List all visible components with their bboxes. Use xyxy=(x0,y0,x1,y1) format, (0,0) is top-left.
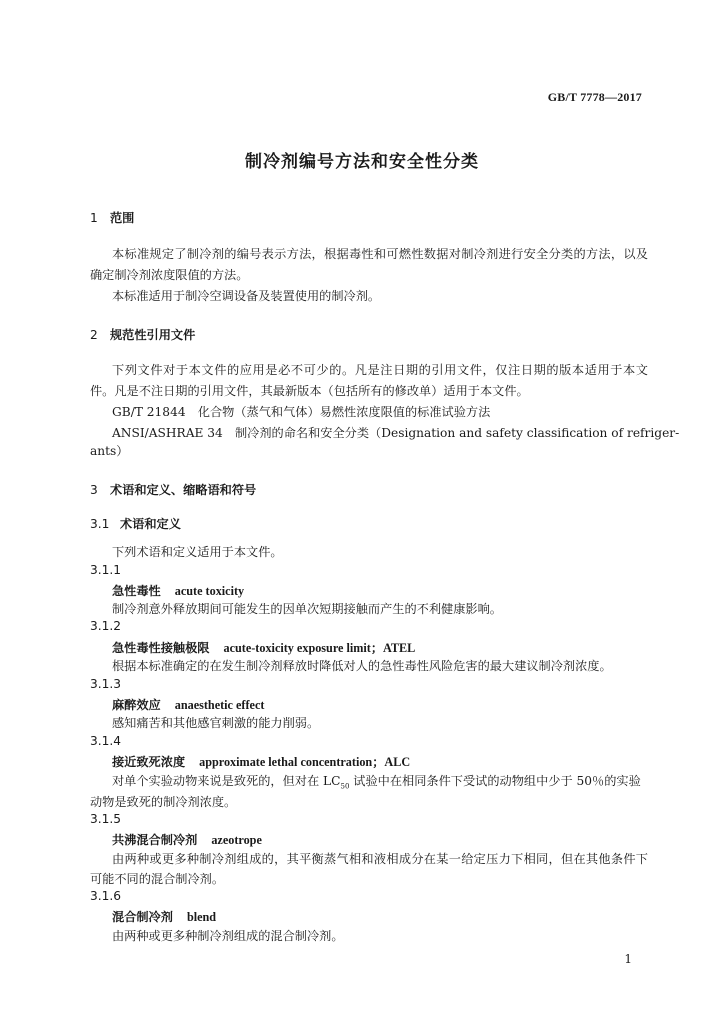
term-heading: 急性毒性接触极限 acute-toxicity exposure limit；ATEL xyxy=(112,641,416,655)
term-number: 3.1.6 xyxy=(90,889,122,903)
reference-item-cont: ants） xyxy=(90,444,129,458)
term-number: 3.1.1 xyxy=(90,563,122,577)
term-definition-cont: 动物是致死的制冷剂浓度。 xyxy=(90,795,237,809)
term-number: 3.1.3 xyxy=(90,677,122,691)
section-title: 术语和定义、缩略语和符号 xyxy=(110,483,257,497)
term-definition: 制冷剂意外释放期间可能发生的因单次短期接触而产生的不利健康影响。 xyxy=(112,602,502,616)
term-definition: 对单个实验动物来说是致死的，但对在 $LC_{50}$ 试验中在相同条件下受试的动物组中少于 50％的实验 xyxy=(112,774,641,791)
section-number: 3 xyxy=(90,483,98,497)
section-number: 3.1 xyxy=(90,517,110,531)
section-title: 术语和定义 xyxy=(120,517,181,531)
paragraph: 本标准适用于制冷空调设备及装置使用的制冷剂。 xyxy=(112,289,381,303)
page-title: 制冷剂编号方法和安全性分类 xyxy=(245,152,479,172)
section-heading-1 xyxy=(90,209,134,226)
page-number: 1 xyxy=(624,952,632,966)
section-number: 1 xyxy=(90,211,98,225)
term-definition: 由两种或更多种制冷剂组成的，其平衡蒸气相和液相成分在某一给定压力下相同，但在其他条件下 xyxy=(112,852,648,866)
paragraph: 件。凡是不注日期的引用文件，其最新版本（包括所有的修改单）适用于本文件。 xyxy=(90,384,529,398)
paragraph: 下列术语和定义适用于本文件。 xyxy=(112,545,283,559)
section-heading-3 xyxy=(90,481,256,498)
term-heading: 接近致死浓度 approximate lethal concentration；ALC xyxy=(112,755,411,769)
subsection-heading-3-1 xyxy=(90,515,181,532)
reference-item: GB/T 21844 化合物（蒸气和气体）易燃性浓度限值的标准试验方法 xyxy=(112,405,491,419)
section-number: 2 xyxy=(90,328,98,342)
term-heading: 麻醉效应 anaesthetic effect xyxy=(112,698,265,712)
reference-item: ANSI/ASHRAE 34 制冷剂的命名和安全分类（Designation and safety classification of refriger- xyxy=(112,426,680,440)
section-title: 范围 xyxy=(110,211,135,225)
term-number: 3.1.5 xyxy=(90,812,122,826)
term-definition: 根据本标准确定的在发生制冷剂释放时降低对人的急性毒性风险危害的最大建议制冷剂浓度。 xyxy=(112,659,612,673)
term-number: 3.1.4 xyxy=(90,734,122,748)
section-heading-2 xyxy=(90,326,195,343)
paragraph: 本标准规定了制冷剂的编号表示方法，根据毒性和可燃性数据对制冷剂进行安全分类的方法，以及 xyxy=(112,247,648,261)
term-heading: 混合制冷剂 blend xyxy=(112,910,217,924)
section-title: 规范性引用文件 xyxy=(110,328,196,342)
term-heading: 共沸混合制冷剂 azeotrope xyxy=(112,833,262,847)
standard-code: GB/T 7778—2017 xyxy=(547,90,642,104)
paragraph: 确定制冷剂浓度限值的方法。 xyxy=(90,268,249,282)
term-definition: 感知痛苦和其他感官刺激的能力削弱。 xyxy=(112,716,320,730)
paragraph: 下列文件对于本文件的应用是必不可少的。凡是注日期的引用文件，仅注日期的版本适用于本文 xyxy=(112,363,648,377)
term-number: 3.1.2 xyxy=(90,619,122,633)
term-heading: 急性毒性 acute toxicity xyxy=(112,584,245,598)
term-definition: 由两种或更多种制冷剂组成的混合制冷剂。 xyxy=(112,929,344,943)
term-definition-cont: 可能不同的混合制冷剂。 xyxy=(90,872,225,886)
